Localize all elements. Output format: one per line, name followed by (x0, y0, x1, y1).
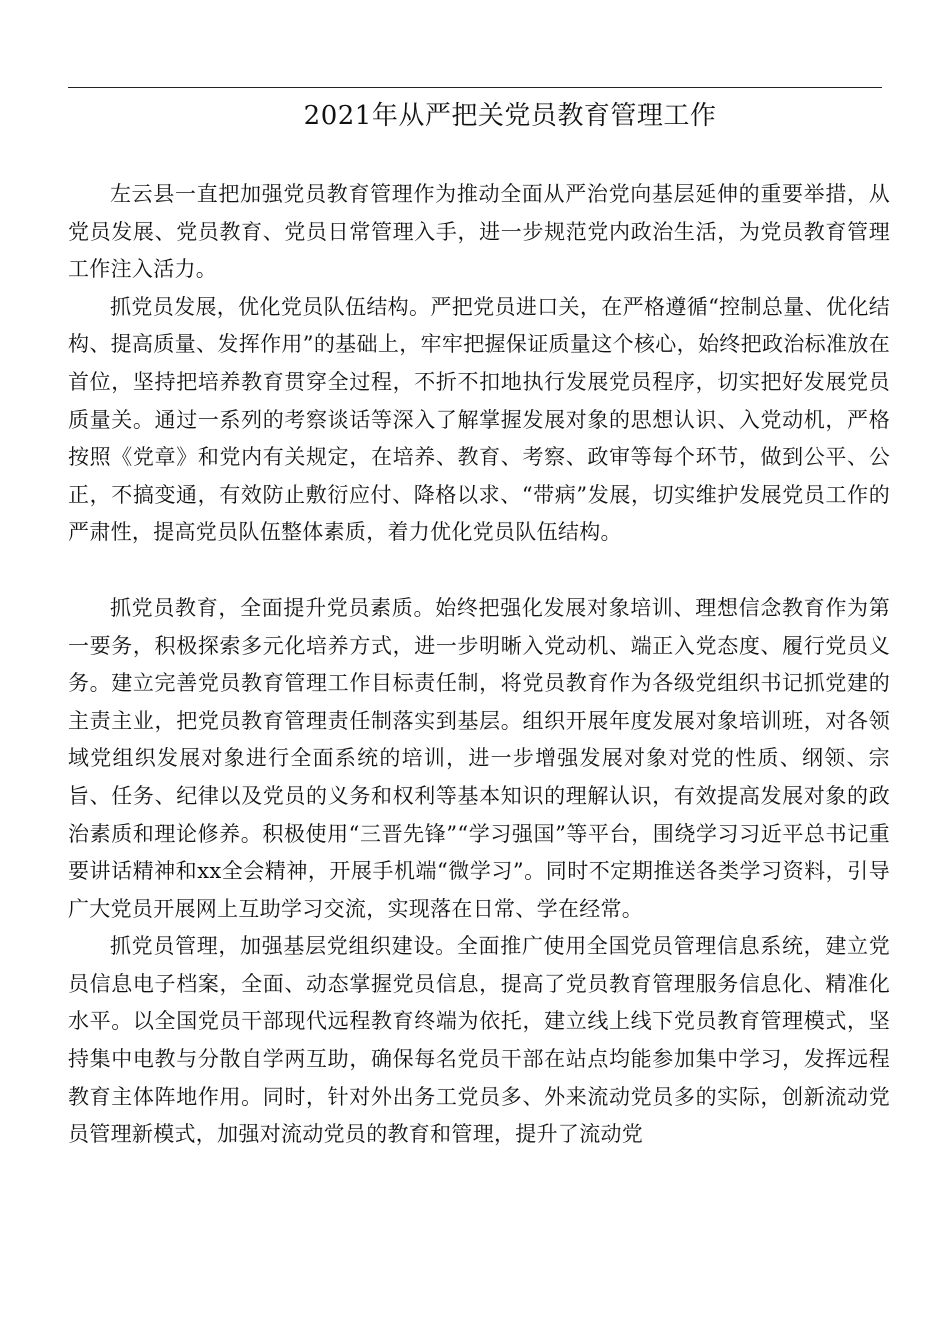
document-body (68, 176, 890, 1154)
document-title: 2021年从严把关党员教育管理工作 (303, 101, 717, 131)
paragraph-member-development: 抓党员发展，优化党员队伍结构。严把党员进口关，在严格遵循“控制总量、优化结构、提高质量、发挥作用”的基础上，牢牢把握保证质量这个核心，始终把政治标准放在首位，坚持把培养教育贯穿全过程，不折不扣地执行发展党员程序，切实把好发展党员质量关。通过一系列的考察谈话等深入了解掌握发展对象的思想认识、入党动机，严格按照《党章》和党内有关规定，在培养、教育、考察、政审等每个环节，做到公平、公正，不搞变通，有效防止敷衍应付、降格以求、“带病”发展，切实维护发展党员工作的严肃性，提高党员队伍整体素质，着力优化党员队伍结构。 (68, 294, 890, 545)
paragraph-member-management: 抓党员管理，加强基层党组织建设。全面推广使用全国党员管理信息系统，建立党员信息电子档案，全面、动态掌握党员信息，提高了党员教育管理服务信息化、精准化水平。以全国党员干部现代远程教育终端为依托，建立线上线下党员教育管理模式，坚持集中电教与分散自学两互助，确保每名党员干部在站点均能参加集中学习，发挥远程教育主体阵地作用。同时，针对外出务工党员多、外来流动党员多的实际，创新流动党员管理新模式，加强对流动党员的教育和管理，提升了流动党 (68, 934, 890, 1147)
paragraph-member-education: 抓党员教育，全面提升党员素质。始终把强化发展对象培训、理想信念教育作为第一要务，积极探索多元化培养方式，进一步明晰入党动机、端正入党态度、履行党员义务。建立完善党员教育管理工作目标责任制，将党员教育作为各级党组织书记抓党建的主责主业，把党员教育管理责任制落实到基层。组织开展年度发展对象培训班，对各领域党组织发展对象进行全面系统的培训，进一步增强发展对象对党的性质、纲领、宗旨、任务、纪律以及党员的义务和权利等基本知识的理解认识，有效提高发展对象的政治素质和理论修养。积极使用“三晋先锋”“学习强国”等平台，围绕学习习近平总书记重要讲话精神和xx全会精神，开展手机端“微学习”。同时不定期推送各类学习资料，引导广大党员开展网上互助学习交流，实现落在日常、学在经常。 (68, 595, 890, 921)
paragraph-intro: 左云县一直把加强党员教育管理作为推动全面从严治党向基层延伸的重要举措，从党员发展、党员教育、党员日常管理入手，进一步规范党内政治生活，为党员教育管理工作注入活力。 (68, 182, 890, 282)
header-rule (68, 87, 882, 88)
